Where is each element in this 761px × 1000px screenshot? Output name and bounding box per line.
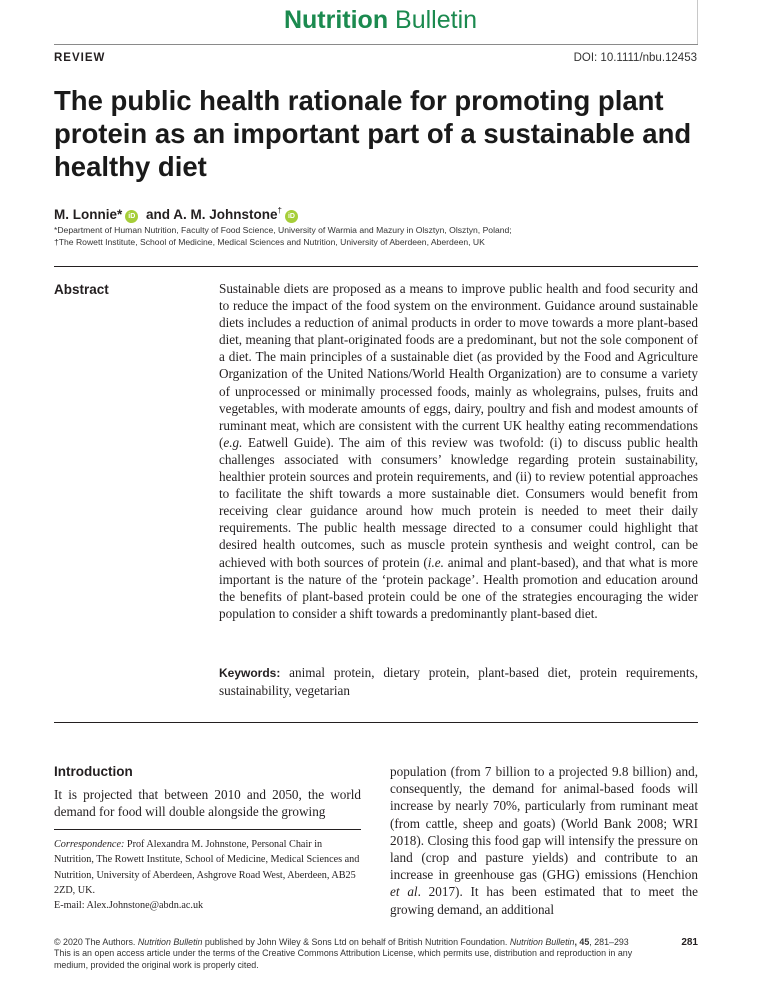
keywords — [219, 664, 698, 699]
header-divider-vertical — [697, 0, 698, 44]
abstract-part-3: animal and plant-based), and that what is more important is the nature of the ‘protein package’. Health promotion and education around the benefits of plant-based protein could be one of the strategies encouraging the wider population to consider a shift towards a predominantly plant-based diet. — [219, 554, 699, 621]
footer-copyright-text: © 2020 The Authors. — [54, 937, 138, 947]
correspondence — [54, 837, 361, 913]
journal-title-bold: Nutrition — [283, 6, 389, 34]
footer-copyright — [54, 937, 664, 971]
keywords-list: animal protein, dietary protein, plant-based diet, protein requirements, sustainability, vegetarian — [219, 665, 698, 699]
correspondence-text: Prof Alexandra M. Johnstone, Personal Chair in Nutrition, The Rowett Institute, School of Medicine, Medical Sciences and Nutrition, University of Aberdeen, Ashgrove Road West, Aberdeen, AB25 2ZD, UK. — [54, 839, 360, 896]
author-lonnie: M. Lonnie* — [54, 207, 123, 222]
correspondence-email[interactable]: E-mail: Alex.Johnstone@abdn.ac.uk — [54, 900, 204, 912]
affiliation-1: *Department of Human Nutrition, Faculty of Food Science, University of Warmia and Mazury in Olsztyn, Olsztyn, Poland; — [54, 225, 512, 235]
keywords-label: Keywords: — [219, 666, 281, 680]
abstract-bottom-rule — [54, 722, 698, 723]
author-join: and — [146, 207, 171, 222]
introduction-heading: Introduction — [54, 764, 133, 779]
correspondence-rule — [54, 829, 361, 830]
footer-journal: Nutrition Bulletin — [137, 937, 203, 947]
journal-title-light: Bulletin — [395, 6, 478, 34]
footer-volume: , 45 — [574, 937, 590, 947]
author-johnstone: A. M. Johnstone — [173, 207, 278, 222]
intro-column-1: It is projected that between 2010 and 2050, the world demand for food will double alongside the growing — [54, 787, 361, 820]
abstract-text — [219, 280, 698, 622]
abstract-heading: Abstract — [54, 282, 109, 297]
article-title: The public health rationale for promoting plant protein as an important part of a sustainable and healthy diet — [54, 85, 692, 182]
abstract-eg: e.g. — [223, 434, 243, 450]
footer-pages: , 281–293 — [589, 937, 629, 947]
journal-title — [0, 6, 761, 35]
page-number: 281 — [681, 937, 698, 948]
abstract-part-1: Sustainable diets are proposed as a means to improve public health and food security and to reduce the impact of the food system on the environment. Guidance around sustainable diets includes a reduction of animal products in order to move towards a more plant-based diet, meaning that plant-originated foods are a predominant, but not the sole component of a diet. The main principles of a sustainable diet (as provided by the Food and Agriculture Organization of the United Nations/World Health Organization) are to consume a variety of unprocessed or minimally processed foods, mainly as wholegrains, pulses, fruits and vegetables, with moderate amounts of eggs, dairy, poultry and fish and modest amounts of ruminant meat, which are consistent with the current UK healthy eating recommendations ( — [219, 281, 698, 450]
footer-publisher: published by John Wiley & Sons Ltd on behalf of British Nutrition Foundation. — [202, 937, 510, 947]
intro-column-2 — [390, 763, 698, 918]
author-line — [54, 206, 302, 223]
abstract-part-2: Eatwell Guide). The aim of this review was twofold: (i) to discuss public health challenges associated with consumers’ knowledge regarding protein sustainability, healthier protein sources and protein requirements, and (ii) to review potential approaches to facilitate the shift towards a more sustainable diet. Consumers would benefit from receiving clear guidance around how much protein is needed to meet their daily requirements. The public health message directed to a consumer could highlight that desired health outcomes, such as muscle protein synthesis and weight control, can be achieved with both sources of protein ( — [219, 434, 698, 570]
intro-col2-part-1: population (from 7 billion to a projected 9.8 billion) and, consequently, the demand for animal-based foods will increase by nearly 70%, particularly from ruminant meat (from cattle, sheep and goats) (World Bank 2008; WRI 2018). Closing this food gap will intensify the pressure on land (crop and pasture yields) and contribute to an increase in greenhouse gas (GHG) emissions (Henchion — [390, 764, 698, 883]
header-rule — [54, 44, 698, 45]
abstract-top-rule — [54, 266, 698, 267]
orcid-icon[interactable]: iD — [125, 210, 138, 223]
correspondence-label: Correspondence: — [54, 839, 125, 850]
affiliation-2: †The Rowett Institute, School of Medicine, Medical Sciences and Nutrition, University of Aberdeen, Aberdeen, UK — [54, 237, 485, 247]
footer-citation-journal: Nutrition Bulletin — [509, 937, 575, 947]
footer-license: This is an open access article under the terms of the Creative Commons Attribution License, which permits use, distribution and reproduction in any medium, provided the original work is properly cited. — [54, 948, 633, 970]
orcid-icon[interactable]: iD — [285, 210, 298, 223]
intro-etal: et al — [390, 884, 418, 900]
doi-link[interactable]: DOI: 10.1111/nbu.12453 — [573, 52, 697, 64]
intro-col2-part-2: . 2017). It has been estimated that to meet the growing demand, an additional — [390, 884, 698, 917]
author-affil-mark: † — [277, 206, 282, 215]
section-label: REVIEW — [54, 52, 106, 64]
abstract-ie: i.e. — [427, 554, 444, 570]
